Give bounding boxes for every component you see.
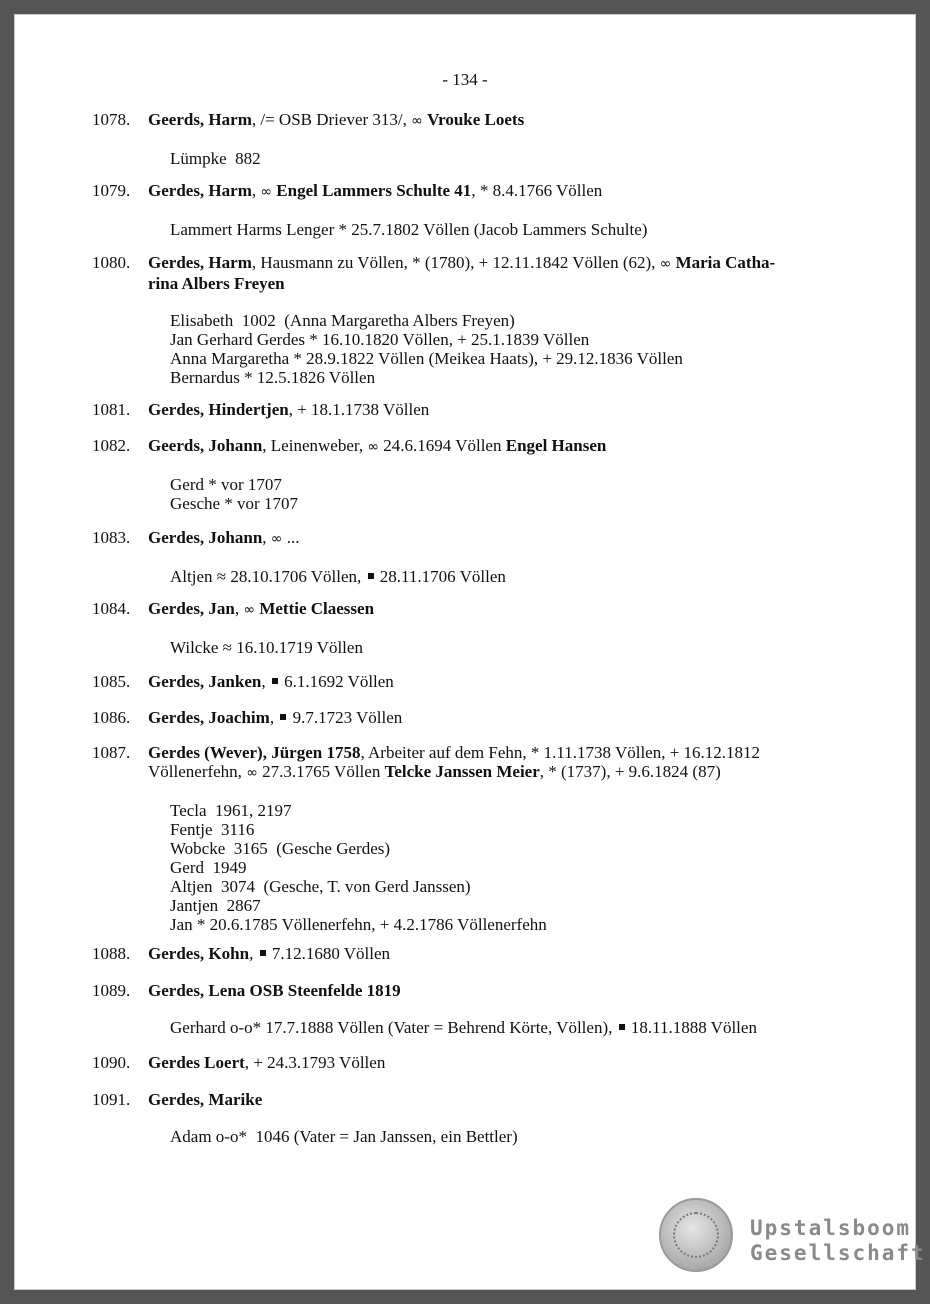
- entry-1078: [92, 110, 862, 168]
- children-list: [170, 801, 862, 934]
- entry-1090: [92, 1053, 862, 1072]
- entry-number: 1082.: [92, 436, 131, 455]
- child-line: Bernardus * 12.5.1826 Völlen: [170, 368, 376, 387]
- child-line: Gerd * vor 1707: [170, 475, 282, 494]
- child-line: Wilcke ≈ 16.10.1719 Völlen: [170, 638, 363, 657]
- entry-number: 1084.: [92, 599, 131, 618]
- children-list: [170, 220, 862, 239]
- child-line: Jan Gerhard Gerdes * 16.10.1820 Völlen, + 25.1.1839 Völlen: [170, 330, 590, 349]
- entry-head: Gerdes, Hindertjen, + 18.1.1738 Völlen: [148, 400, 430, 419]
- child-line: Elisabeth 1002 (Anna Margaretha Albers Freyen): [170, 311, 515, 330]
- child-line: Gerhard o-o* 17.7.1888 Völlen (Vater = Behrend Körte, Völlen), 18.11.1888 Völlen: [170, 1018, 757, 1037]
- entry-1087: [92, 743, 862, 934]
- entry-number: 1086.: [92, 708, 131, 727]
- entry-1083: [92, 528, 862, 586]
- entry-1082: [92, 436, 862, 513]
- entry-number: 1080.: [92, 253, 131, 272]
- child-line: Lammert Harms Lenger * 25.7.1802 Völlen (Jacob Lammers Schulte): [170, 220, 648, 239]
- children-list: [170, 475, 862, 513]
- entry-1089: [92, 981, 862, 1037]
- entry-head: Gerdes, Harm, Hausmann zu Völlen, * (1780), + 12.11.1842 Völlen (62), ∞ Maria Catha-: [148, 253, 776, 272]
- entry-head: Gerdes, Joachim, 9.7.1723 Völlen: [148, 708, 403, 727]
- entry-head: Gerdes, Janken, 6.1.1692 Völlen: [148, 672, 394, 691]
- entry-1091: [92, 1090, 862, 1146]
- children-list: [170, 149, 862, 168]
- entry-1088: [92, 944, 862, 963]
- child-line: Jan * 20.6.1785 Völlenerfehn, + 4.2.1786 Völlenerfehn: [170, 915, 547, 934]
- children-list: [170, 1127, 862, 1146]
- entry-number: 1079.: [92, 181, 131, 200]
- children-list: [170, 567, 862, 586]
- children-list: [170, 638, 862, 657]
- child-line: Altjen ≈ 28.10.1706 Völlen, 28.11.1706 Völlen: [170, 567, 506, 586]
- entry-head: Gerdes, Jan, ∞ Mettie Claessen: [148, 599, 375, 618]
- entry-head-continued: rina Albers Freyen: [148, 274, 285, 293]
- brand-line-2: Gesellschaft: [750, 1241, 926, 1265]
- entry-head: Gerdes, Harm, ∞ Engel Lammers Schulte 41, * 8.4.1766 Völlen: [148, 181, 603, 200]
- child-line: Jantjen 2867: [170, 896, 261, 915]
- entry-1086: [92, 708, 862, 727]
- entry-number: 1085.: [92, 672, 131, 691]
- entry-1080: [92, 253, 862, 387]
- brand-line-1: Upstalsboom: [750, 1216, 912, 1240]
- entry-number: 1089.: [92, 981, 131, 1000]
- child-line: Adam o-o* 1046 (Vater = Jan Janssen, ein Bettler): [170, 1127, 518, 1146]
- entry-number: 1088.: [92, 944, 131, 963]
- child-line: Fentje 3116: [170, 820, 255, 839]
- entry-1085: [92, 672, 862, 691]
- entry-number: 1090.: [92, 1053, 131, 1072]
- entry-head: Gerdes Loert, + 24.3.1793 Völlen: [148, 1053, 386, 1072]
- children-list: [170, 1018, 862, 1037]
- child-line: Anna Margaretha * 28.9.1822 Völlen (Meikea Haats), + 29.12.1836 Völlen: [170, 349, 683, 368]
- child-line: Lümpke 882: [170, 149, 261, 168]
- entry-head: Geerds, Harm, /= OSB Driever 313/, ∞ Vrouke Loets: [148, 110, 525, 129]
- entry-number: 1091.: [92, 1090, 131, 1109]
- entry-number: 1081.: [92, 400, 131, 419]
- entry-head: Gerdes, Kohn, 7.12.1680 Völlen: [148, 944, 391, 963]
- child-line: Gerd 1949: [170, 858, 247, 877]
- child-line: Gesche * vor 1707: [170, 494, 298, 513]
- brand-name: [750, 1216, 926, 1266]
- page-number: - 134 -: [442, 70, 488, 89]
- entry-number: 1087.: [92, 743, 131, 762]
- entry-1079: [92, 181, 862, 239]
- entry-head: Gerdes, Marike: [148, 1090, 263, 1109]
- entry-number: 1083.: [92, 528, 131, 547]
- entry-number: 1078.: [92, 110, 131, 129]
- child-line: Altjen 3074 (Gesche, T. von Gerd Janssen): [170, 877, 471, 896]
- entry-head: Gerdes, Johann, ∞ ...: [148, 528, 300, 547]
- entry-1084: [92, 599, 862, 657]
- child-line: Tecla 1961, 2197: [170, 801, 292, 820]
- entry-head-continued: Völlenerfehn, ∞ 27.3.1765 Völlen Telcke Janssen Meier, * (1737), + 9.6.1824 (87): [148, 762, 721, 781]
- seal-figure-icon: [673, 1212, 719, 1258]
- child-line: Wobcke 3165 (Gesche Gerdes): [170, 839, 391, 858]
- children-list: [170, 311, 862, 387]
- entry-head: Gerdes (Wever), Jürgen 1758, Arbeiter auf dem Fehn, * 1.11.1738 Völlen, + 16.12.1812: [148, 743, 761, 762]
- seal-logo: [659, 1198, 733, 1272]
- entry-head: Gerdes, Lena OSB Steenfelde 1819: [148, 981, 401, 1000]
- entry-1081: [92, 400, 862, 419]
- entry-head: Geerds, Johann, Leinenweber, ∞ 24.6.1694 Völlen Engel Hansen: [148, 436, 607, 455]
